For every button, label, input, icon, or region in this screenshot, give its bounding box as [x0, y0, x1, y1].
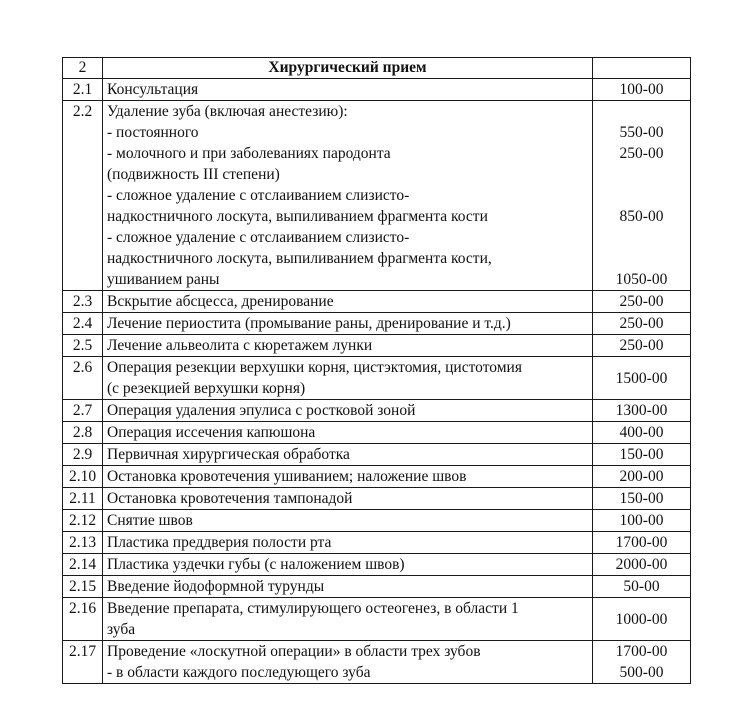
price-spacer — [597, 101, 686, 122]
section-header-row — [63, 58, 691, 79]
row-price: 1700-00 — [593, 532, 691, 554]
section-title: Хирургический прием — [103, 58, 593, 79]
row-number: 2.17 — [63, 641, 103, 684]
row-number: 2.3 — [63, 291, 103, 313]
row-description-line: - молочного и при заболеваниях пародонта — [107, 145, 391, 162]
table-row — [63, 576, 691, 598]
row-number: 2.8 — [63, 422, 103, 444]
row-number: 2.9 — [63, 444, 103, 466]
row-description: Введение йодоформной турунды — [103, 576, 593, 598]
table-row — [63, 488, 691, 510]
row-number: 2.1 — [63, 79, 103, 101]
table-row — [63, 466, 691, 488]
row-number: 2.6 — [63, 357, 103, 400]
table-row — [63, 313, 691, 335]
table-row — [63, 79, 691, 101]
row-description: Консультация — [103, 79, 593, 101]
row-price: 1300-00 — [593, 400, 691, 422]
row-price: 100-00 — [593, 79, 691, 101]
row-description: Операция удаления эпулиса с ростковой зоной — [103, 400, 593, 422]
row-price-line: 1700-00 — [615, 643, 668, 660]
row-description — [103, 101, 593, 291]
row-description-line: Удаление зуба (включая анестезию): — [107, 103, 348, 120]
row-description-line: (с резекцией верхушки корня) — [107, 380, 306, 397]
row-price: 400-00 — [593, 422, 691, 444]
row-price-line: 250-00 — [619, 145, 664, 162]
row-price-line: 1050-00 — [615, 271, 668, 288]
row-price: 250-00 — [593, 335, 691, 357]
row-description — [103, 598, 593, 641]
table-row — [63, 532, 691, 554]
row-description-line: - в области каждого последующего зуба — [107, 664, 371, 681]
price-spacer — [597, 164, 686, 185]
table-row — [63, 101, 691, 291]
row-price-line: 850-00 — [619, 208, 664, 225]
row-price: 150-00 — [593, 488, 691, 510]
row-price: 250-00 — [593, 313, 691, 335]
row-price: 200-00 — [593, 466, 691, 488]
table-row — [63, 554, 691, 576]
row-description-line: ушиванием раны — [107, 271, 220, 288]
row-number: 2.7 — [63, 400, 103, 422]
row-description-line: - постоянного — [107, 124, 199, 141]
row-description: Остановка кровотечения ушиванием; наложение швов — [103, 466, 593, 488]
row-description: Вскрытие абсцесса, дренирование — [103, 291, 593, 313]
section-price-cell — [593, 58, 691, 79]
row-price: 100-00 — [593, 510, 691, 532]
row-description-line: зуба — [107, 621, 136, 638]
row-description-line: - сложное удаление с отслаиванием слизисто- — [107, 229, 410, 246]
table-row — [63, 400, 691, 422]
row-description — [103, 357, 593, 400]
row-description: Первичная хирургическая обработка — [103, 444, 593, 466]
table-row — [63, 422, 691, 444]
row-description-line: Операция резекции верхушки корня, цистэктомия, цистотомия — [107, 359, 522, 376]
row-number: 2.15 — [63, 576, 103, 598]
row-price — [593, 641, 691, 684]
row-description-line: (подвижность III степени) — [107, 166, 280, 183]
row-number: 2.2 — [63, 101, 103, 291]
row-number: 2.16 — [63, 598, 103, 641]
price-spacer — [597, 227, 686, 248]
row-description-line: Введение препарата, стимулирующего остеогенез, в области 1 — [107, 600, 519, 617]
table-row — [63, 641, 691, 684]
row-number: 2.5 — [63, 335, 103, 357]
price-spacer — [597, 185, 686, 206]
row-description-line: надкостничного лоскута, выпиливанием фрагмента кости — [107, 208, 488, 225]
table-row — [63, 291, 691, 313]
row-number: 2.13 — [63, 532, 103, 554]
table-row — [63, 335, 691, 357]
price-list-table — [62, 57, 691, 684]
row-price: 250-00 — [593, 291, 691, 313]
table-row — [63, 357, 691, 400]
section-number: 2 — [63, 58, 103, 79]
row-number: 2.11 — [63, 488, 103, 510]
row-description — [103, 641, 593, 684]
table-row — [63, 510, 691, 532]
table-row — [63, 444, 691, 466]
row-description: Лечение альвеолита с кюретажем лунки — [103, 335, 593, 357]
row-description-line: - сложное удаление с отслаиванием слизисто- — [107, 187, 410, 204]
row-price — [593, 101, 691, 291]
row-number: 2.14 — [63, 554, 103, 576]
price-spacer — [597, 248, 686, 269]
row-description: Операция иссечения капюшона — [103, 422, 593, 444]
row-description: Пластика преддверия полости рта — [103, 532, 593, 554]
row-description: Остановка кровотечения тампонадой — [103, 488, 593, 510]
table-row — [63, 598, 691, 641]
row-description-line: надкостничного лоскута, выпиливанием фрагмента кости, — [107, 250, 492, 267]
row-description-line: Проведение «лоскутной операции» в области трех зубов — [107, 643, 481, 660]
row-number: 2.12 — [63, 510, 103, 532]
row-description: Лечение периостита (промывание раны, дренирование и т.д.) — [103, 313, 593, 335]
row-price: 50-00 — [593, 576, 691, 598]
row-price: 150-00 — [593, 444, 691, 466]
row-price: 2000-00 — [593, 554, 691, 576]
row-description: Пластика уздечки губы (с наложением швов) — [103, 554, 593, 576]
row-price: 1000-00 — [593, 598, 691, 641]
row-description: Снятие швов — [103, 510, 593, 532]
row-number: 2.10 — [63, 466, 103, 488]
row-price-line: 500-00 — [619, 664, 664, 681]
row-price-line: 550-00 — [619, 124, 664, 141]
row-number: 2.4 — [63, 313, 103, 335]
row-price: 1500-00 — [593, 357, 691, 400]
